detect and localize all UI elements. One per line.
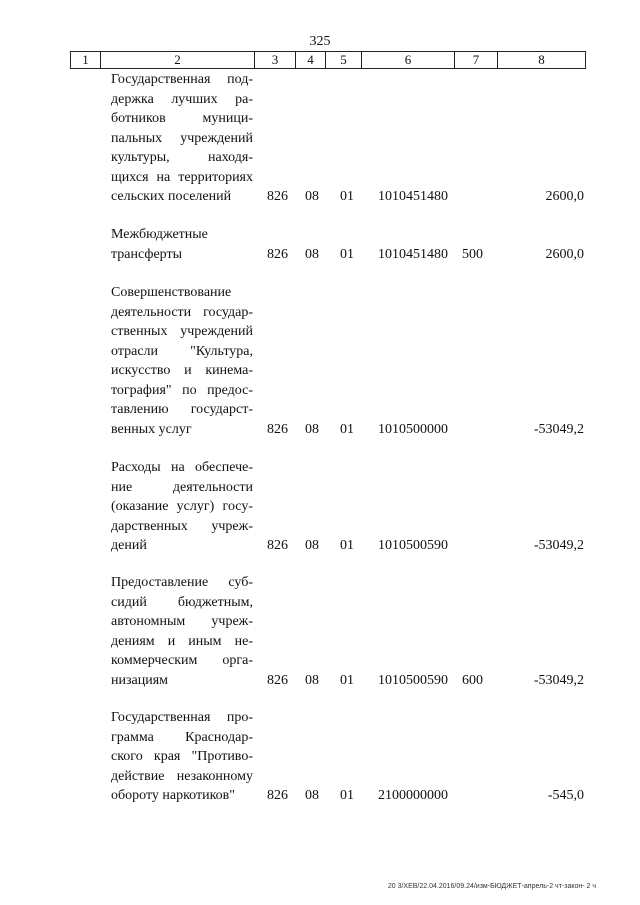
cell-amount: 2600,0 [545, 246, 584, 262]
cell-section: 08 [305, 188, 319, 204]
description-line: ботников муници- [111, 111, 253, 126]
header-col-2: 2 [100, 52, 254, 68]
cell-subsection: 01 [340, 188, 354, 204]
description-line: щихся на территориях [111, 169, 253, 185]
cell-ministry: 826 [267, 537, 288, 553]
cell-target-article: 1010500000 [378, 421, 448, 437]
description-line: действие незаконному [111, 768, 253, 784]
description-line: коммерческим орга- [111, 653, 253, 668]
description-line: искусство и кинема- [111, 363, 253, 378]
description-line: сельских поселений [111, 189, 232, 204]
table-row [0, 458, 640, 555]
cell-subsection: 01 [340, 672, 354, 688]
cell-ministry: 826 [267, 246, 288, 262]
header-col-3: 3 [254, 52, 295, 68]
header-col-1: 1 [70, 52, 100, 68]
description-line: отрасли "Культура, [111, 343, 253, 359]
description-line: тавлению государст- [111, 402, 253, 417]
cell-amount: -53049,2 [533, 672, 584, 688]
description-line: (оказание услуг) госу- [111, 499, 253, 514]
description-line: держка лучших ра- [111, 91, 253, 107]
header-col-5: 5 [325, 52, 361, 68]
cell-ministry: 826 [267, 672, 288, 688]
cell-ministry: 826 [267, 421, 288, 437]
cell-amount: 2600,0 [545, 188, 584, 204]
cell-section: 08 [305, 421, 319, 437]
description-line: венных услуг [111, 421, 192, 437]
cell-subsection: 01 [340, 787, 354, 803]
description-line: автономным учреж- [111, 614, 253, 629]
header-col-4: 4 [295, 52, 325, 68]
header-col-6: 6 [361, 52, 454, 68]
header-col-8: 8 [497, 52, 586, 68]
table-row [0, 708, 640, 805]
description-line: культуры, находя- [111, 150, 253, 165]
cell-amount: -545,0 [547, 787, 584, 803]
table-header [70, 51, 586, 69]
row-description [111, 458, 253, 556]
cell-expense-type: 600 [462, 672, 483, 688]
description-line: деятельности государ- [111, 304, 253, 320]
description-line: сидий бюджетным, [111, 594, 253, 610]
cell-amount: -53049,2 [533, 421, 584, 437]
description-line: Предоставление суб- [111, 575, 253, 590]
description-line: дарственных учреж- [111, 518, 253, 534]
description-line: дений [111, 538, 147, 553]
footer-file-reference: 20 3/ХЕВ/22.04.2016/09.24/изм-БЮДЖЕТ-апрель-2 чт-закон- 2 ч [387, 883, 596, 890]
description-line: дениям и иным не- [111, 633, 253, 649]
cell-target-article: 1010451480 [378, 188, 448, 204]
cell-target-article: 2100000000 [378, 787, 448, 803]
cell-amount: -53049,2 [533, 537, 584, 553]
cell-section: 08 [305, 246, 319, 262]
description-line: Межбюджетные [111, 227, 208, 242]
cell-ministry: 826 [267, 188, 288, 204]
header-col-7: 7 [454, 52, 497, 68]
table-row [0, 225, 640, 264]
table-row [0, 283, 640, 439]
description-line: Государственная про- [111, 710, 253, 725]
cell-subsection: 01 [340, 421, 354, 437]
cell-target-article: 1010500590 [378, 537, 448, 553]
description-line: пальных учреждений [111, 130, 253, 146]
description-line: ского края "Противо- [111, 749, 253, 764]
cell-section: 08 [305, 787, 319, 803]
description-line: низациям [111, 672, 169, 688]
cell-section: 08 [305, 672, 319, 688]
description-line: трансферты [111, 246, 183, 262]
cell-expense-type: 500 [462, 246, 483, 262]
description-line: ственных учреждений [111, 324, 253, 339]
description-line: тография" по предос- [111, 382, 253, 398]
table-row [0, 573, 640, 690]
description-line: обороту наркотиков" [111, 788, 236, 803]
cell-target-article: 1010500590 [378, 672, 448, 688]
description-line: Расходы на обеспече- [111, 460, 253, 475]
page-number: 325 [309, 34, 331, 49]
cell-subsection: 01 [340, 537, 354, 553]
description-line: грамма Краснодар- [111, 729, 253, 745]
row-description [111, 573, 253, 690]
description-line: Совершенствование [111, 285, 232, 300]
description-line: Государственная под- [111, 72, 253, 87]
cell-subsection: 01 [340, 246, 354, 262]
row-description [111, 70, 253, 207]
row-description [111, 225, 253, 264]
cell-target-article: 1010451480 [378, 246, 448, 262]
row-description [111, 708, 253, 806]
row-description [111, 283, 253, 439]
cell-section: 08 [305, 537, 319, 553]
description-line: ние деятельности [111, 479, 253, 495]
table-row [0, 70, 640, 206]
cell-ministry: 826 [267, 787, 288, 803]
